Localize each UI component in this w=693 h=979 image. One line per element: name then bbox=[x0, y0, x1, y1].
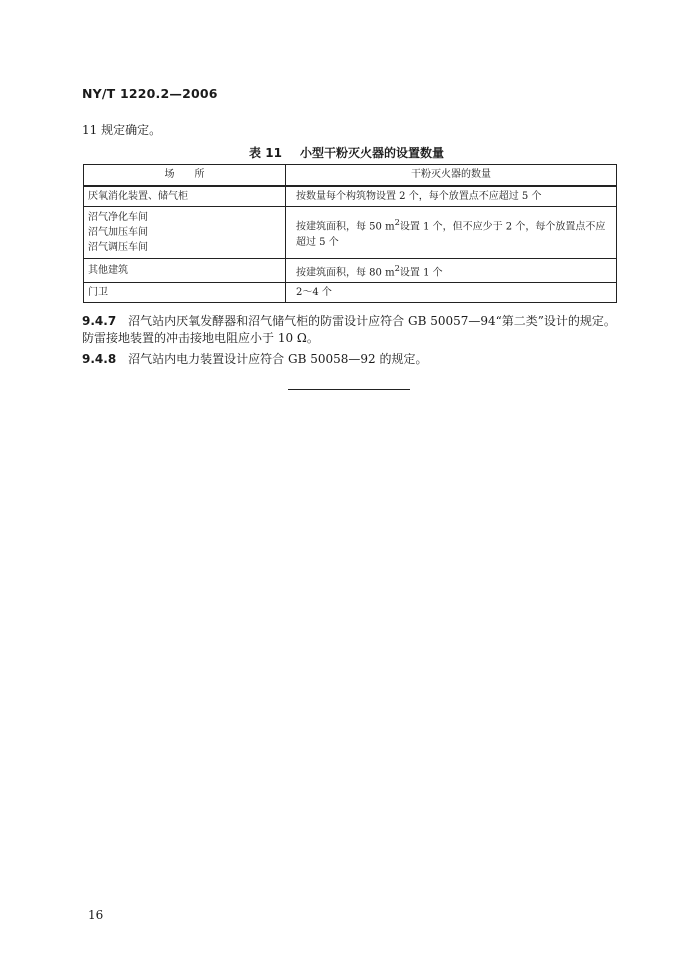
header-location: 场 所 bbox=[84, 165, 286, 186]
table-row bbox=[84, 207, 617, 259]
clause-continuation: 防雷接地装置的冲击接地电阻应小于 10 Ω。 bbox=[82, 331, 319, 345]
location-cell bbox=[84, 259, 286, 283]
location-name: 门卫 bbox=[88, 287, 108, 299]
unit-exponent: 2 bbox=[394, 217, 400, 228]
quantity-cell: 2～4 个 bbox=[286, 283, 617, 303]
location-name: 沼气加压车间 bbox=[88, 227, 148, 238]
location-cell bbox=[84, 207, 286, 259]
standard-code: NY/T 1220.2—2006 bbox=[82, 86, 218, 101]
header-quantity: 干粉灭火器的数量 bbox=[286, 165, 617, 186]
location-name: 其他建筑 bbox=[88, 265, 128, 277]
clause-text: 沼气站内电力装置设计应符合 GB 50058—92 的规定。 bbox=[128, 352, 428, 366]
location-cell bbox=[84, 283, 286, 303]
table-row bbox=[84, 283, 617, 303]
location-cell bbox=[84, 186, 286, 207]
table-row bbox=[84, 186, 617, 207]
extinguisher-table bbox=[83, 164, 617, 303]
location-name: 厌氧消化装置、储气柜 bbox=[88, 190, 188, 202]
page-number: 16 bbox=[88, 908, 104, 922]
unit-exponent: 2 bbox=[394, 263, 400, 273]
table-header-row bbox=[84, 165, 617, 186]
clause-text: 沼气站内厌氧发酵器和沼气储气柜的防雷设计应符合 GB 50057—94“第二类”设计的规定。 bbox=[128, 314, 616, 328]
quantity-text-b: 设置 1 个 bbox=[399, 267, 443, 279]
quantity-cell: 按数量每个构筑物设置 2 个，每个放置点不应超过 5 个 bbox=[286, 186, 617, 207]
table-caption bbox=[0, 144, 693, 161]
continued-text: 11 规定确定。 bbox=[82, 123, 162, 137]
quantity-text-b: 设置 1 个，但不应少于 2 个，每个放置点不应超过 5 个 bbox=[296, 221, 606, 248]
table-row bbox=[84, 259, 617, 283]
location-name: 沼气调压车间 bbox=[88, 242, 148, 253]
quantity-text-a: 按建筑面积，每 80 m bbox=[296, 267, 395, 279]
clause-9-4-8 bbox=[82, 351, 427, 368]
end-rule bbox=[288, 389, 410, 390]
quantity-text-a: 按建筑面积，每 50 m bbox=[296, 221, 395, 233]
location-name: 沼气净化车间 bbox=[88, 212, 148, 223]
quantity-cell bbox=[286, 207, 617, 259]
quantity-cell bbox=[286, 259, 617, 283]
clause-number: 9.4.7 bbox=[82, 314, 117, 328]
clause-9-4-7 bbox=[82, 313, 622, 347]
table-title: 小型干粉灭火器的设置数量 bbox=[299, 146, 444, 160]
table-number: 表 11 bbox=[249, 146, 282, 160]
clause-number: 9.4.8 bbox=[82, 352, 117, 366]
